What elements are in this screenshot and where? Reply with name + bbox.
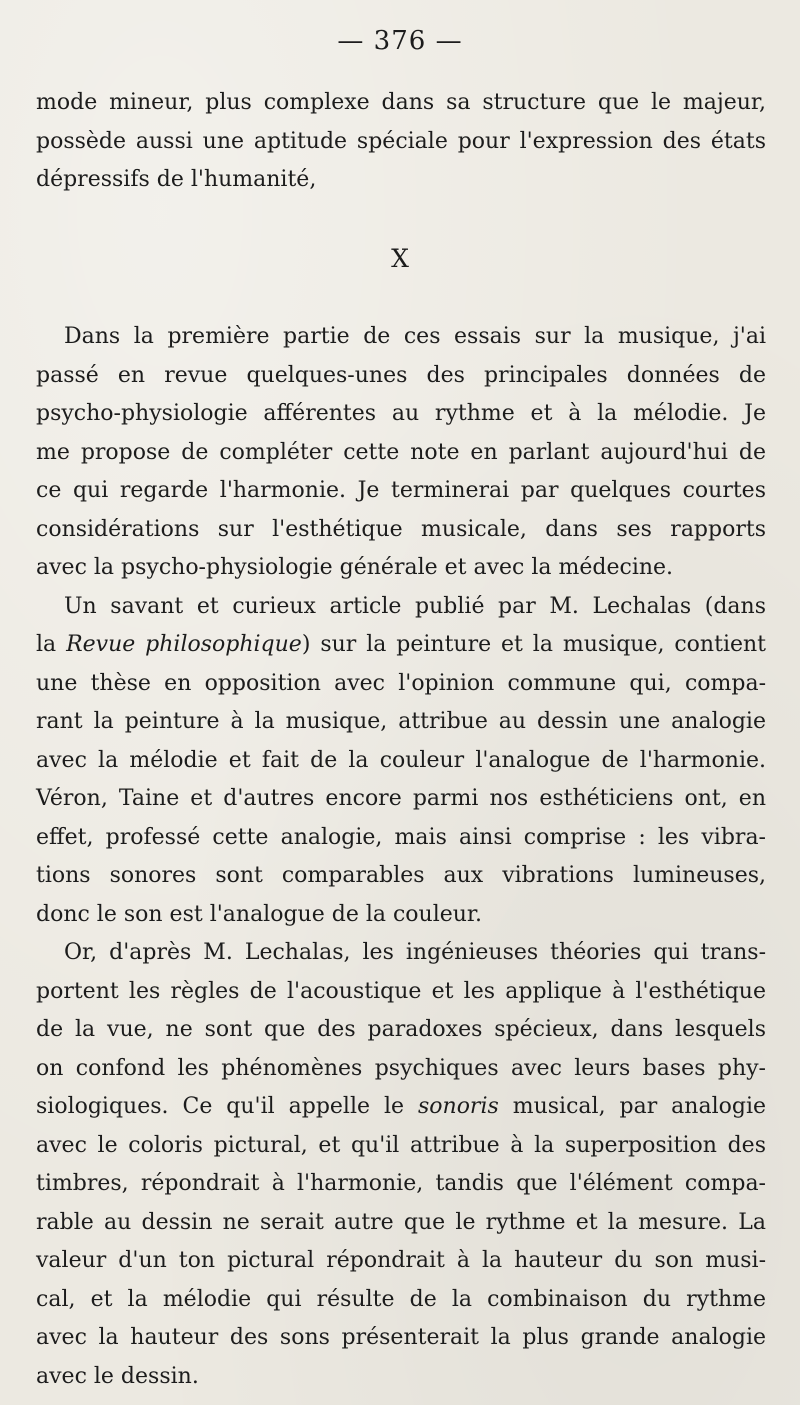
- text-fragment: la: [36, 632, 67, 657]
- text-line: avec la mélodie et fait de la couleur l'analogue de l'harmonie.: [36, 747, 766, 773]
- body-text: [36, 318, 766, 1396]
- text-line: de la vue, ne sont que des paradoxes spécieux, dans lesquels: [36, 1017, 766, 1042]
- text-line-with-italic-term: [36, 1088, 766, 1127]
- journal-title: Revue philosophique: [66, 632, 302, 657]
- text-line: Véron, Taine et d'autres encore parmi nos esthéticiens ont, en: [36, 786, 766, 811]
- text-line: ce qui regarde l'harmonie. Je terminerai par quelques courtes: [36, 478, 766, 503]
- text-fragment: siologiques. Ce qu'il appelle le: [36, 1094, 418, 1119]
- text-fragment: ) sur la peinture et la musique, contient: [301, 632, 767, 657]
- text-line: passé en revue quelques-unes des principales données de: [36, 362, 766, 388]
- text-fragment: musical, par analogie: [498, 1094, 767, 1119]
- text-line: rant la peinture à la musique, attribue au dessin une analogie: [36, 709, 766, 734]
- section-heading: X: [391, 244, 409, 273]
- text-line: valeur d'un ton pictural répondrait à la hauteur du son musi-: [36, 1248, 766, 1273]
- text-line: Dans la première partie de ces essais sur la musique, j'ai: [64, 324, 766, 349]
- italic-term: sonoris: [417, 1094, 499, 1119]
- text-line: on confond les phénomènes psychiques avec leurs bases phy-: [36, 1055, 766, 1081]
- text-line: avec le dessin.: [36, 1363, 199, 1389]
- text-line: Or, d'après M. Lechalas, les ingénieuses théories qui trans-: [64, 940, 766, 965]
- text-line: avec la hauteur des sons présenterait la plus grande analogie: [36, 1325, 766, 1350]
- text-line: Un savant et curieux article publié par M. Lechalas (dans: [64, 593, 766, 619]
- text-line-with-journal-title: [36, 626, 766, 665]
- text-line: mode mineur, plus complexe dans sa structure que le majeur,: [36, 90, 766, 115]
- text-line: donc le son est l'analogue de la couleur.: [36, 901, 483, 927]
- text-line: considérations sur l'esthétique musicale, dans ses rapports: [36, 516, 766, 542]
- text-line: dépressifs de l'humanité,: [36, 167, 317, 192]
- page-number: — 376 —: [337, 26, 463, 56]
- text-line: possède aussi une aptitude spéciale pour l'expression des états: [36, 128, 766, 154]
- text-line: avec la psycho-physiologie générale et avec la médecine.: [36, 555, 674, 580]
- text-line: avec le coloris pictural, et qu'il attribue à la superposition des: [36, 1132, 766, 1158]
- text-line: timbres, répondrait à l'harmonie, tandis que l'élément compa-: [36, 1171, 766, 1196]
- text-line: une thèse en opposition avec l'opinion commune qui, compa-: [36, 670, 766, 696]
- text-line: effet, professé cette analogie, mais ainsi comprise : les vibra-: [36, 824, 766, 850]
- text-line: psycho-physiologie afférentes au rythme et à la mélodie. Je: [36, 401, 766, 426]
- text-line: cal, et la mélodie qui résulte de la combinaison du rythme: [36, 1286, 766, 1312]
- text-line: portent les règles de l'acoustique et les applique à l'esthétique: [36, 978, 766, 1004]
- text-line: rable au dessin ne serait autre que le rythme et la mesure. La: [36, 1209, 766, 1235]
- text-line: me propose de compléter cette note en parlant aujourd'hui de: [36, 439, 766, 465]
- text-line: tions sonores sont comparables aux vibrations lumineuses,: [36, 863, 766, 888]
- intro-paragraph-continuation: [36, 84, 766, 200]
